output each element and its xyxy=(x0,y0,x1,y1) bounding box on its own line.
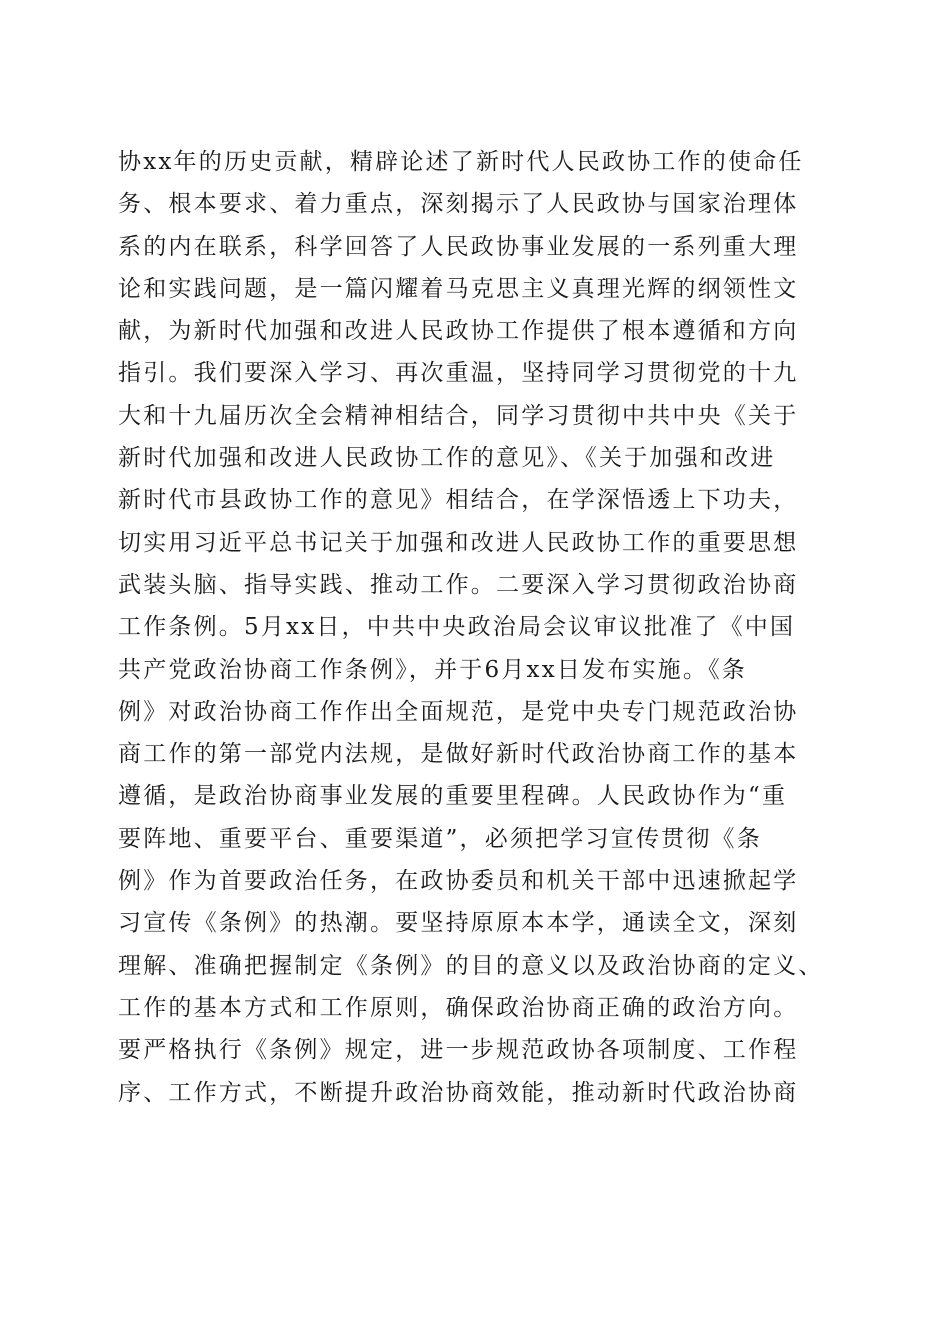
body-text xyxy=(118,141,898,1114)
text-line: 遵循，是政治协商事业发展的重要里程碑。人民政协作为“重 xyxy=(118,783,788,810)
text-line: 序、工作方式，不断提升政治协商效能，推动新时代政治协商 xyxy=(118,1079,799,1106)
text-line: 献，为新时代加强和改进人民政协工作提供了根本遵循和方向 xyxy=(118,318,799,345)
text-line: 要严格执行《条例》规定，进一步规范政协各项制度、工作程 xyxy=(118,1037,799,1064)
text-line: 共产党政治协商工作条例》，并于6月xx日发布实施。《条 xyxy=(118,656,747,683)
text-line: 武装头脑、指导实践、推动工作。二要深入学习贯彻政治协商 xyxy=(118,571,799,598)
text-line: 新时代市县政协工作的意见》相结合，在学深悟透上下功夫， xyxy=(118,487,799,514)
text-line: 系的内在联系，科学回答了人民政协事业发展的一系列重大理 xyxy=(118,233,799,260)
text-line: 新时代加强和改进人民政协工作的意见》、《关于加强和改进 xyxy=(118,445,776,472)
text-line: 指引。我们要深入学习、再次重温，坚持同学习贯彻党的十九 xyxy=(118,360,799,387)
text-line: 论和实践问题，是一篇闪耀着马克思主义真理光辉的纲领性文 xyxy=(118,275,799,302)
text-line: 切实用习近平总书记关于加强和改进人民政协工作的重要思想 xyxy=(118,529,799,556)
text-line: 例》对政治协商工作作出全面规范，是党中央专门规范政治协 xyxy=(118,698,799,725)
text-line: 要阵地、重要平台、重要渠道”，必须把学习宣传贯彻《条 xyxy=(118,825,762,852)
text-line: 工作的基本方式和工作原则，确保政治协商正确的政治方向。 xyxy=(118,994,799,1021)
text-line: 大和十九届历次全会精神相结合，同学习贯彻中共中央《关于 xyxy=(118,402,799,429)
text-line: 务、根本要求、着力重点，深刻揭示了人民政协与国家治理体 xyxy=(118,191,799,218)
text-line: 商工作的第一部党内法规，是做好新时代政治协商工作的基本 xyxy=(118,741,799,768)
text-line: 协xx年的历史贡献，精辟论述了新时代人民政协工作的使命任 xyxy=(118,149,804,175)
text-line: 工作条例。5月xx日，中共中央政治局会议审议批准了《中国 xyxy=(118,614,796,641)
text-line: 例》作为首要政治任务，在政协委员和机关干部中迅速掀起学 xyxy=(118,868,799,895)
text-line: 习宣传《条例》的热潮。要坚持原原本本学，通读全文，深刻 xyxy=(118,910,799,937)
text-line: 理解、准确把握制定《条例》的目的意义以及政治协商的定义、 xyxy=(118,952,824,979)
